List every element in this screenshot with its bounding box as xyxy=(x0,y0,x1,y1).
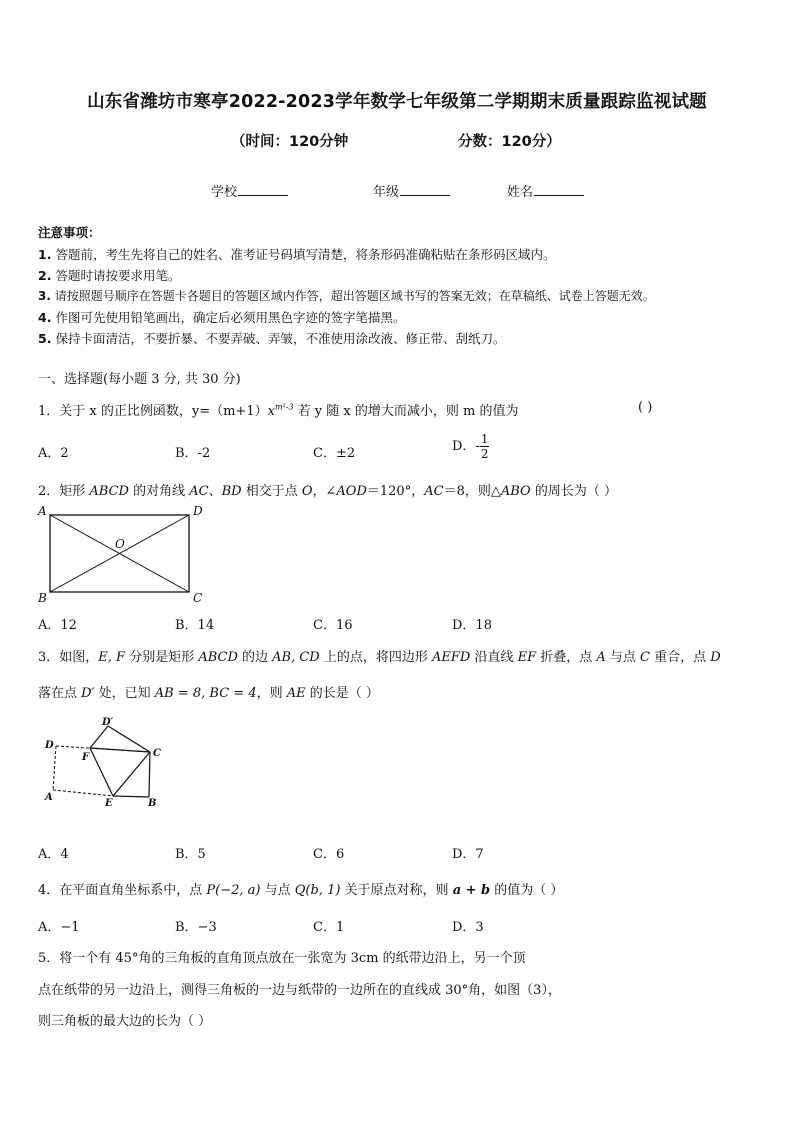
question-4-option-d: D．3 xyxy=(452,920,484,935)
vertex-label-d: D xyxy=(193,504,203,518)
vertex-label-a: A xyxy=(45,792,53,803)
edge-fdp xyxy=(90,726,108,748)
notes-heading: 注意事项： xyxy=(38,225,101,240)
note-item: 4. 作图可先使用铅笔画出，确定后必须用黑色字迹的签字笔描黑。 xyxy=(38,310,406,325)
question-4-option-b: B．−3 xyxy=(175,920,217,935)
exam-score: 分数：120分） xyxy=(458,134,561,150)
question-2-option-b: B．14 xyxy=(175,618,215,633)
edge-eb xyxy=(113,796,149,797)
name-label: 姓名 xyxy=(507,185,534,200)
fraction: $\frac{1}{2}$ xyxy=(480,432,489,461)
school-label: 学校 xyxy=(211,185,238,200)
question-1-stem: 1．关于 x 的正比例函数，$y=(m+1)x^{m^2-3}$ 若 y 随 x 的增大而减小，则 m 的值为 xyxy=(38,402,519,419)
question-1-option-d: D．- $\frac{1}{2}$ xyxy=(452,432,489,461)
vertex-label-e: E xyxy=(105,798,113,809)
edge-dpc xyxy=(108,726,150,752)
note-item: 3. 请按照题号顺序在答题卡各题目的答题区域内作答，超出答题区域书写的答案无效；在草稿纸、试卷上答题无效。 xyxy=(38,289,655,303)
vertex-label-b: B xyxy=(148,798,157,809)
question-1-paren: ( ) xyxy=(638,400,653,415)
note-item: 2. 答题时请按要求用笔。 xyxy=(38,268,181,283)
vertex-label-dprime: D′ xyxy=(102,717,114,728)
section-heading: 一、选择题(每小题 3 分, 共 30 分) xyxy=(38,372,241,387)
question-1-option-a: A．2 xyxy=(38,446,69,461)
question-5-stem-line2: 点在纸带的另一边沿上，测得三角板的一边与纸带的一边所在的直线成 30°角，如图（3）， xyxy=(38,983,561,998)
fold-line-ef xyxy=(90,748,113,796)
grade-label: 年级 xyxy=(373,185,400,200)
vertex-label-d: D xyxy=(45,740,54,751)
question-3-option-c: C．6 xyxy=(313,847,345,862)
edge-fc xyxy=(90,748,150,752)
question-2-option-a: A．12 xyxy=(38,618,77,633)
question-1-option-b: B．-2 xyxy=(175,446,211,461)
vertex-label-b: B xyxy=(38,591,47,605)
question-2-option-d: D．18 xyxy=(452,618,492,633)
page-title: 山东省潍坊市寒亭2022-2023学年数学七年级第二学期期末质量跟踪监视试题 xyxy=(87,92,707,112)
vertex-label-a: A xyxy=(38,504,47,518)
exam-time: （时间：120分钟 xyxy=(231,134,349,150)
question-5-stem-line1: 5．将一个有 45°角的三角板的直角顶点放在一张宽为 3cm 的纸带边沿上，另一个顶 xyxy=(38,951,526,966)
edge-ce xyxy=(113,752,150,796)
note-item: 1. 答题前，考生先将自己的姓名、准考证号码填写清楚，将条形码准确粘贴在条形码区域内。 xyxy=(38,247,556,262)
question-4-option-c: C．1 xyxy=(313,920,345,935)
vertex-label-c: C xyxy=(193,591,203,605)
question-3-stem-line2: 落在点 D′ 处，已知 AB = 8, BC = 4，则 AE 的长是（ ） xyxy=(38,686,379,701)
vertex-label-c: C xyxy=(153,748,161,759)
center-label-o: O xyxy=(115,537,125,551)
question-4-stem: 4．在平面直角坐标系中，点 P(−2, a) 与点 Q(b, 1) 关于原点对称，则 a + b 的值为（ ） xyxy=(38,883,564,898)
dashed-edge-da xyxy=(53,746,56,790)
question-2-option-c: C．16 xyxy=(313,618,353,633)
question-3-option-b: B．5 xyxy=(175,847,206,862)
question-3-option-a: A．4 xyxy=(38,847,69,862)
question-2-stem: 2．矩形 ABCD 的对角线 AC、BD 相交于点 O，∠AOD＝120°，AC＝8，则△ABO 的周长为（ ） xyxy=(38,484,617,499)
edge-bc xyxy=(149,752,150,797)
question-4-option-a: A．−1 xyxy=(38,920,80,935)
question-3-stem-line1: 3．如图，E, F 分别是矩形 ABCD 的边 AB, CD 上的点，将四边形 AEFD 沿直线 EF 折叠，点 A 与点 C 重合，点 D xyxy=(38,650,721,665)
question-1-option-c: C．±2 xyxy=(313,446,356,461)
vertex-label-f: F xyxy=(82,752,90,763)
question-3-option-d: D．7 xyxy=(452,847,484,862)
dashed-edge-ae xyxy=(53,790,113,796)
note-item: 5. 保持卡面清洁，不要折暴、不要弄破、弄皱，不准使用涂改液、修正带、刮纸刀。 xyxy=(38,331,506,346)
question-5-stem-line3: 则三角板的最大边的长为（ ） xyxy=(38,1014,212,1029)
